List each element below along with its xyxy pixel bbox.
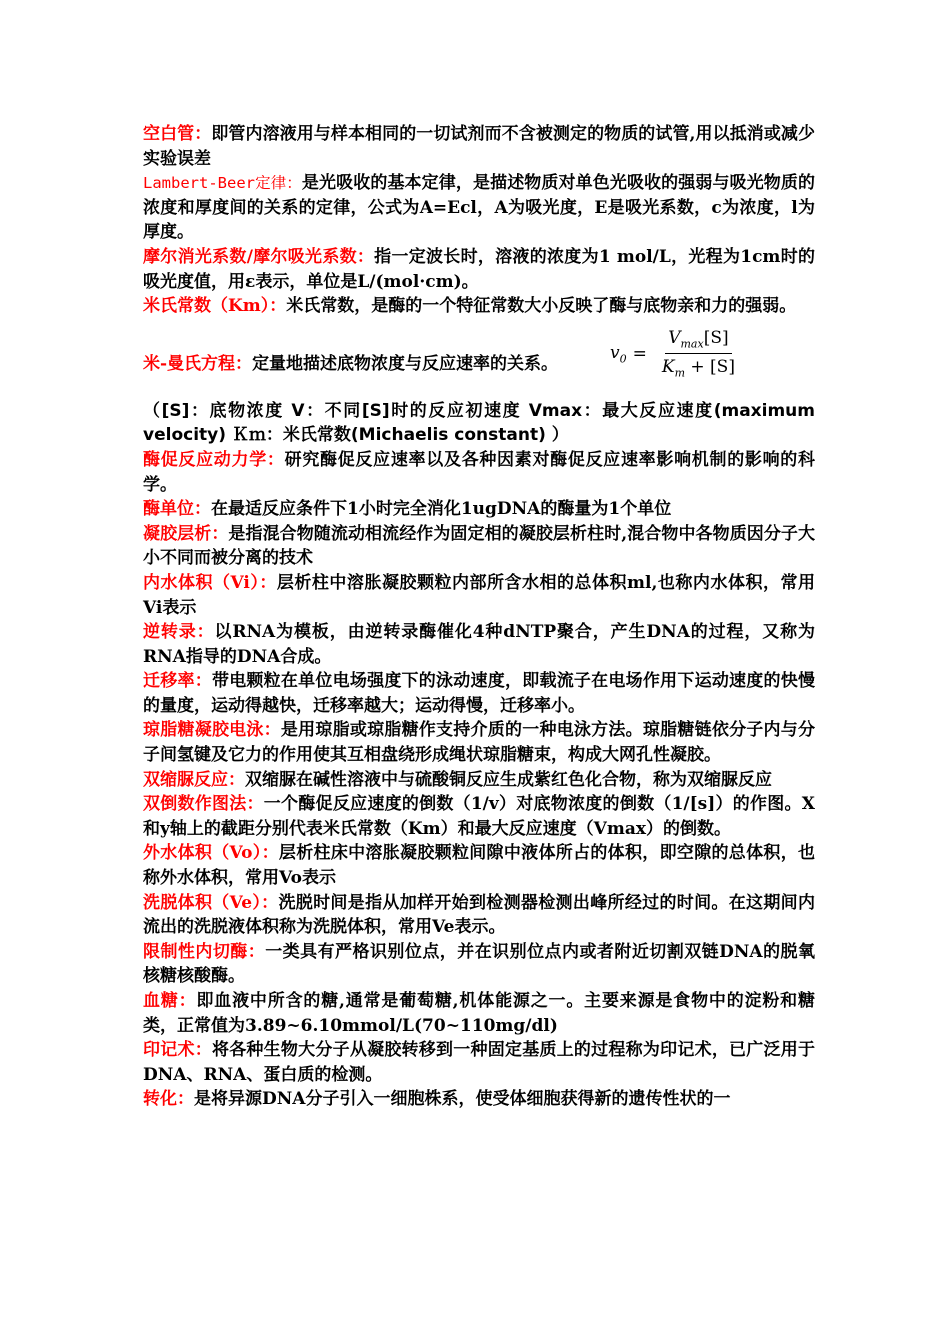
term-label: 酶单位： — [143, 499, 211, 520]
term-label: 迁移率： — [143, 671, 212, 692]
definition-entry — [143, 989, 815, 1038]
term-label: Lambert-Beer定律： — [143, 174, 302, 193]
term-label: 印记术： — [143, 1040, 212, 1061]
definition-text: 将各种生物大分子从凝胶转移到一种固定基质上的过程称为印记术，已广泛用于DNA、RNA、蛋白质的检测。 — [143, 1040, 816, 1085]
term-label: 逆转录： — [143, 622, 215, 643]
definition-text: 米氏常数，是酶的一个特征常数大小反映了酶与底物亲和力的强弱。 — [286, 296, 797, 317]
term-label: 外水体积（Vo）： — [143, 843, 279, 864]
definition-text: 是将异源DNA分子引入一细胞株系，使受体细胞获得新的遗传性状的一 — [194, 1089, 731, 1110]
definition-michaelis-menten — [143, 352, 558, 377]
definition-text: 在最适反应条件下1小时完全消化1ugDNA的酶量为1个单位 — [211, 499, 672, 520]
term-label: 洗脱体积（Ve）： — [143, 892, 279, 913]
definition-entry — [143, 718, 815, 767]
definition-entry — [143, 940, 815, 989]
definition-entry — [143, 768, 815, 793]
definition-text: 双缩脲在碱性溶液中与硫酸铜反应生成紫红色化合物，称为双缩脲反应 — [245, 769, 772, 790]
term-label: 酶促反应动力学： — [143, 449, 285, 470]
definition-list — [143, 448, 815, 1112]
definition-text: 以RNA为模板，由逆转录酶催化4种dNTP聚合，产生DNA的过程，又称为RNA指导的DNA合成。 — [143, 622, 816, 667]
definition-molar-absorptivity — [143, 245, 815, 294]
term-label: 米-曼氏方程： — [143, 353, 253, 374]
definition-blank-tube — [143, 122, 815, 171]
definition-km — [143, 294, 815, 319]
formula-denominator: $K_m + [S]$ — [661, 357, 735, 380]
definition-text: 洗脱时间是指从加样开始到检测器检测出峰所经过的时间。在这期间内流出的洗脱液体积称为洗脱体积，常用Ve表示。 — [143, 892, 815, 938]
definition-text: 是指混合物随流动相流经作为固定相的凝胶层析柱时,混合物中各物质因分子大小不同而被分离的技术 — [143, 523, 816, 569]
spacer — [143, 389, 815, 399]
term-label: 血糖： — [143, 991, 197, 1011]
definition-entry — [143, 522, 815, 571]
formula-lhs: $v_0$ — [610, 342, 627, 365]
definition-entry — [143, 669, 815, 718]
michaelis-menten-formula — [610, 319, 738, 389]
definition-entry — [143, 1087, 815, 1112]
definition-text: 带电颗粒在单位电场强度下的泳动速度，即载流子在电场作用下运动速度的快慢的量度，运动得越快，迁移率越大；运动得慢，迁移率小。 — [143, 671, 816, 716]
formula-legend: （[S]：底物浓度 V：不同[S]时的反应初速度 Vmax：最大反应速度(maximum velocity) Ｋｍ：米氏常数(Michaelis constant) ） — [143, 400, 815, 446]
term-label: 内水体积（Vi）： — [143, 572, 277, 593]
definition-text: 一个酶促反应速度的倒数（1/v）对底物浓度的倒数（1/[s]）的作图。X和y轴上的截距分别代表米氏常数（Km）和最大反应速度（Vmax）的倒数。 — [143, 794, 815, 839]
definition-text: 一类具有严格识别位点，并在识别位点内或者附近切割双链DNA的脱氧核糖核酸酶。 — [143, 941, 815, 987]
term-label: 空白管： — [143, 124, 212, 144]
definition-text: 即血液中所含的糖,通常是葡萄糖,机体能源之一。主要来源是食物中的淀粉和糖类，正常值为3.89~6.10mmol/L(70~110mg/dl) — [143, 991, 816, 1036]
term-label: 限制性内切酶： — [143, 941, 266, 962]
definition-entry — [143, 620, 815, 669]
definition-text: 定量地描述底物浓度与反应速率的关系。 — [252, 353, 559, 374]
definition-entry — [143, 891, 815, 940]
term-label: 双缩脲反应： — [143, 769, 245, 790]
formula-fraction — [659, 328, 738, 380]
definition-text: 层析柱床中溶胀凝胶颗粒间隙中液体所占的体积，即空隙的总体积，也称外水体积，常用Vo表示 — [143, 843, 816, 889]
term-label: 琼脂糖凝胶电泳： — [143, 720, 281, 741]
term-label: 双倒数作图法： — [143, 794, 264, 815]
term-label: 凝胶层析： — [143, 523, 229, 544]
definition-entry — [143, 792, 815, 841]
term-label: 摩尔消光系数/摩尔吸光系数： — [143, 246, 375, 267]
definition-entry — [143, 571, 815, 620]
definition-entry — [143, 497, 815, 522]
term-label: 米氏常数（Km）： — [143, 296, 287, 317]
michaelis-menten-row — [143, 319, 815, 389]
definition-text: 层析柱中溶胀凝胶颗粒内部所含水相的总体积ml,也称内水体积，常用Vi表示 — [143, 572, 815, 618]
definition-text: 研究酶促反应速率以及各种因素对酶促反应速率影响机制的影响的科学。 — [143, 449, 816, 495]
definition-text: 是光吸收的基本定律，是描述物质对单色光吸收的强弱与吸光物质的浓度和厚度间的关系的定律，公式为A=Ecl，A为吸光度，E是吸光系数，c为浓度，l为厚度。 — [143, 173, 816, 243]
term-label: 转化： — [143, 1089, 194, 1110]
definition-entry — [143, 448, 815, 497]
definition-text: 指一定波长时，溶液的浓度为1 mol/L，光程为1cm时的吸光度值，用ε表示，单位是L/(mol·cm)。 — [143, 246, 815, 292]
formula-equals: = — [632, 343, 647, 364]
definition-entry — [143, 841, 815, 890]
formula-numerator: $V_{max}[S]$ — [665, 328, 731, 354]
definition-text: 是用琼脂或琼脂糖作支持介质的一种电泳方法。琼脂糖链依分子内与分子间氢键及它力的作用使其互相盘绕形成绳状琼脂糖束，构成大网孔性凝胶。 — [143, 720, 816, 766]
definition-text: 即管内溶液用与样本相同的一切试剂而不含被测定的物质的试管,用以抵消或减少实验误差 — [143, 124, 816, 169]
definition-entry — [143, 1038, 815, 1087]
document-page — [143, 122, 815, 1112]
definition-lambert-beer — [143, 171, 815, 245]
